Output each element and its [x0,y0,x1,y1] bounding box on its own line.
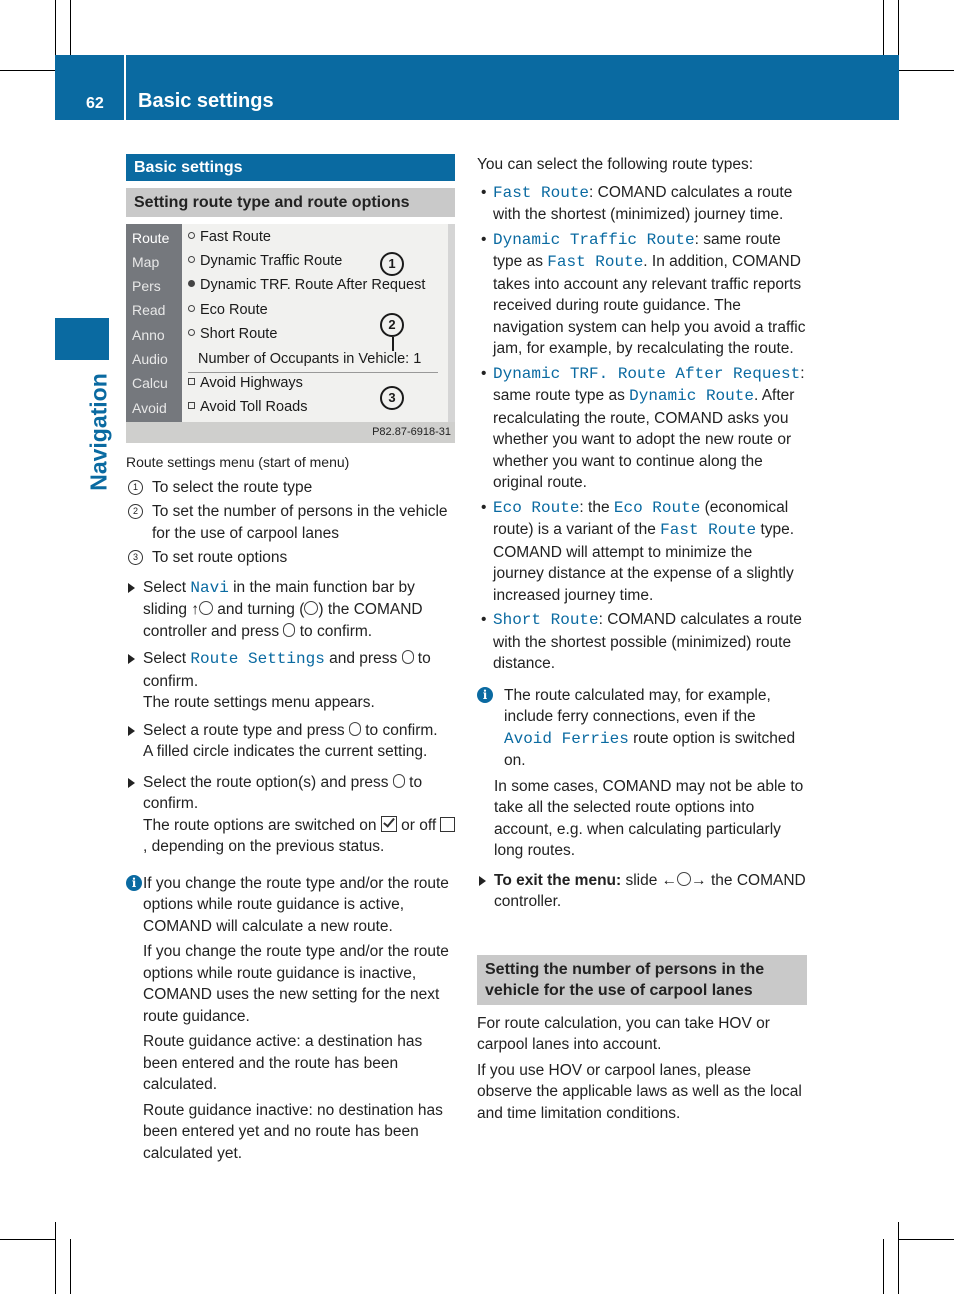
screenshot-footer [126,422,455,443]
route-option: Dynamic TRF. Route After Request [188,277,425,293]
right-column [477,154,807,1124]
info-note: i If you change the route type and/or the route options while route guidance is active, COMAND will calculate a new route. If you change the route type and/or the route options while route guidance is inactive, COMAND uses the new setting for the next route guidance. Route guidance active: a destination has been entered and the route has been calculated. Route guidance inactive: no destination has been entered yet and no route has been calculated yet. [126,873,456,1165]
callout-1: 1 [380,252,404,276]
paragraph: If you use HOV or carpool lanes, please observe the applicable laws as well as the local and time limitation conditions. [477,1061,802,1122]
side-tab-label: Navigation [85,373,112,491]
route-option: Avoid Toll Roads [188,399,307,415]
route-option: Fast Route [188,229,271,245]
controller-slide-icon: ↑ [191,601,213,618]
controller-press-icon [349,722,361,736]
legend-item: 2 To set the number of persons in the vehicle for the use of carpool lanes [126,501,456,544]
controller-slide-icon: ← → [661,871,707,889]
header-separator [124,55,126,120]
image-code: P82.87-6918-31 [372,426,451,438]
info-note: i The route calculated may, for example, include ferry connections, even if the Avoid Ferries route option is switched on. In some cases, COMAND may not be able to take all the selected route options into account, e.g. when calculating particularly long routes. [477,685,807,862]
crop-mark [899,70,954,71]
route-option: Avoid Highways [188,375,303,391]
crop-mark [70,0,71,55]
crop-mark [883,1239,884,1294]
callout-line [392,337,394,351]
menu-item: Anno [132,327,165,343]
page-title: Basic settings [138,90,274,112]
menu-item: Calcu [132,375,168,391]
figure-caption: Route settings menu (start of menu) [126,454,350,470]
instruction-step: Select Navi in the main function bar by sliding ↑ and turning ( ) the COMAND controller and press to confirm. [126,577,456,643]
screenshot-route-menu [182,224,448,422]
callout-3: 3 [380,386,404,410]
menu-item: Pers [132,278,161,294]
menu-item: Route [132,230,170,246]
crop-mark [898,1222,899,1294]
list-item: • Dynamic TRF. Route After Request: same route type as Dynamic Route. After recalculating the route, COMAND asks you whether you want to adopt the new route or whether you want to continue along the original route. [481,364,805,491]
occupants-setting: Number of Occupants in Vehicle: 1 [198,351,422,367]
instruction-step: Select Route Settings and press to confirm. The route settings menu appears. [126,648,456,714]
crop-mark [883,0,884,55]
callout-2: 2 [380,313,404,337]
crop-mark [899,1239,954,1240]
instruction-step: To exit the menu: slide ← → the COMAND controller. [477,870,807,913]
divider [188,372,438,373]
subsection-title: Setting route type and route options [126,188,455,217]
screenshot-main-menu [126,224,182,422]
route-option: Eco Route [188,302,268,318]
list-item: • Eco Route: the Eco Route (economical route) is a variant of the Fast Route type. COMAND will attempt to minimize the journey distance at the expense of a slightly increased journey time. [481,498,795,604]
info-icon: i [126,875,142,891]
left-column [126,154,455,217]
crop-mark [55,1222,56,1294]
checkbox-empty-icon [440,817,455,832]
section-title: Basic settings [126,154,455,181]
scrollbar [448,224,455,422]
menu-item: Audio [132,351,168,367]
menu-item: Map [132,254,160,270]
list-item: • Short Route: COMAND calculates a route with the shortest possible (minimized) route distance. [481,611,802,672]
crop-mark [55,0,56,55]
route-settings-screenshot [126,224,455,443]
menu-item: Read [132,302,166,318]
section-heading: Setting the number of persons in the vehicle for the use of carpool lanes [477,955,807,1005]
side-tab [55,318,109,360]
instruction-step: Select a route type and press to confirm. A filled circle indicates the current setting. [126,720,456,763]
crop-mark [0,70,55,71]
info-icon: i [477,687,493,703]
route-option: Dynamic Traffic Route [188,253,342,269]
crop-mark [0,1239,55,1240]
legend-item: 3 To set route options [126,547,456,569]
list-item: • Fast Route: COMAND calculates a route with the shortest (minimized) journey time. [481,183,793,223]
controller-press-icon [393,774,405,788]
instruction-step: Select the route option(s) and press to confirm. The route options are switched on or off , depending on the previous status. [126,772,456,858]
controller-press-icon [402,650,414,664]
menu-item: Avoid [132,400,167,416]
legend-item: 1 To select the route type [126,477,456,499]
checkbox-checked-icon [381,816,397,832]
route-option: Short Route [188,326,277,342]
list-item: • Dynamic Traffic Route: same route type as Fast Route. In addition, COMAND takes into account any relevant traffic reports received during route guidance. The navigation system can help you avoid a traffic jam, for example, by recalculating the route. [481,230,806,357]
crop-mark [898,0,899,55]
page-number: 62 [86,95,104,112]
controller-turn-icon: ( ) [299,601,324,618]
paragraph: For route calculation, you can take HOV or carpool lanes into account. [477,1014,770,1053]
left-column-body [126,452,456,1164]
crop-mark [70,1239,71,1294]
controller-press-icon [283,623,295,637]
route-types-intro: You can select the following route types: [477,156,754,173]
